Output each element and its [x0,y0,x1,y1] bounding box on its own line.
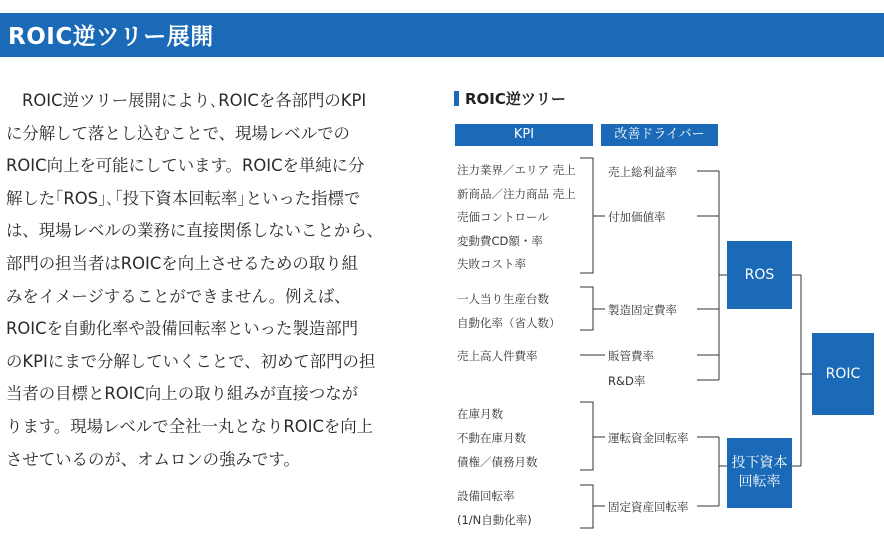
driver-item: 売上総利益率 [608,165,677,179]
kpi-item: 一人当り生産台数 [457,292,549,306]
body-line: させているのが、オムロンの強みです。 [6,449,300,469]
body-line: ROIC逆ツリー展開により､ROICを各部門のKPI [22,91,367,110]
body-line: ROIC向上を可能にしています。ROICを単純に分 [6,156,365,176]
driver-item: 運転資金回転率 [608,431,689,445]
driver-item: R&D率 [608,374,646,388]
kpi-item: (1/N自動化率) [457,513,532,527]
tree-title-text: ROIC逆ツリー [465,90,566,108]
kpi-item: 失敗コスト率 [457,257,526,271]
ros-box: ROS [727,241,792,309]
driver-item: 固定資産回転率 [608,500,689,514]
body-line: は、現場レベルの業務に直接関係しないことから、 [6,221,383,241]
kpi-item: 債権／債務月数 [457,455,538,469]
kpi-item: 設備回転率 [457,489,515,503]
body-line: 部門の担当者はROICを向上させるための取り組 [6,253,358,273]
body-line: 解した｢ROS｣､｢投下資本回転率｣といった指標で [6,188,361,208]
body-line: みをイメージすることができません。例えば、 [6,286,351,306]
body-line: のKPIにまで分解していくことで、初めて部門の担 [6,351,376,371]
kpi-item: 在庫月数 [457,407,503,421]
driver-item: 製造固定費率 [608,303,677,317]
turnover-box: 投下資本 回転率 [727,438,792,508]
kpi-item: 注力業界／エリア 売上 [457,163,576,177]
kpi-item: 売上高人件費率 [457,349,538,363]
kpi-item: 自動化率（省人数） [457,316,561,330]
roic-box: ROIC [812,333,874,415]
kpi-header: KPI [455,124,593,146]
section-title: ROIC逆ツリー展開 [8,24,214,50]
driver-header: 改善ドライバー [601,124,718,146]
body-line: ります。現場レベルで全社一丸となりROICを向上 [6,416,374,436]
kpi-item: 不動在庫月数 [457,431,526,445]
body-line: 当者の目標とROIC向上の取り組みが直接つなが [6,384,358,404]
kpi-item: 売価コントロール [457,210,549,224]
kpi-item: 新商品／注力商品 売上 [457,187,576,201]
driver-item: 販管費率 [608,349,654,363]
driver-item: 付加価値率 [608,210,666,224]
kpi-item: 変動費CD額・率 [457,234,543,248]
body-line: ROICを自動化率や設備回転率といった製造部門 [6,319,358,339]
body-line: に分解して落とし込むことで、現場レベルでの [6,123,350,143]
